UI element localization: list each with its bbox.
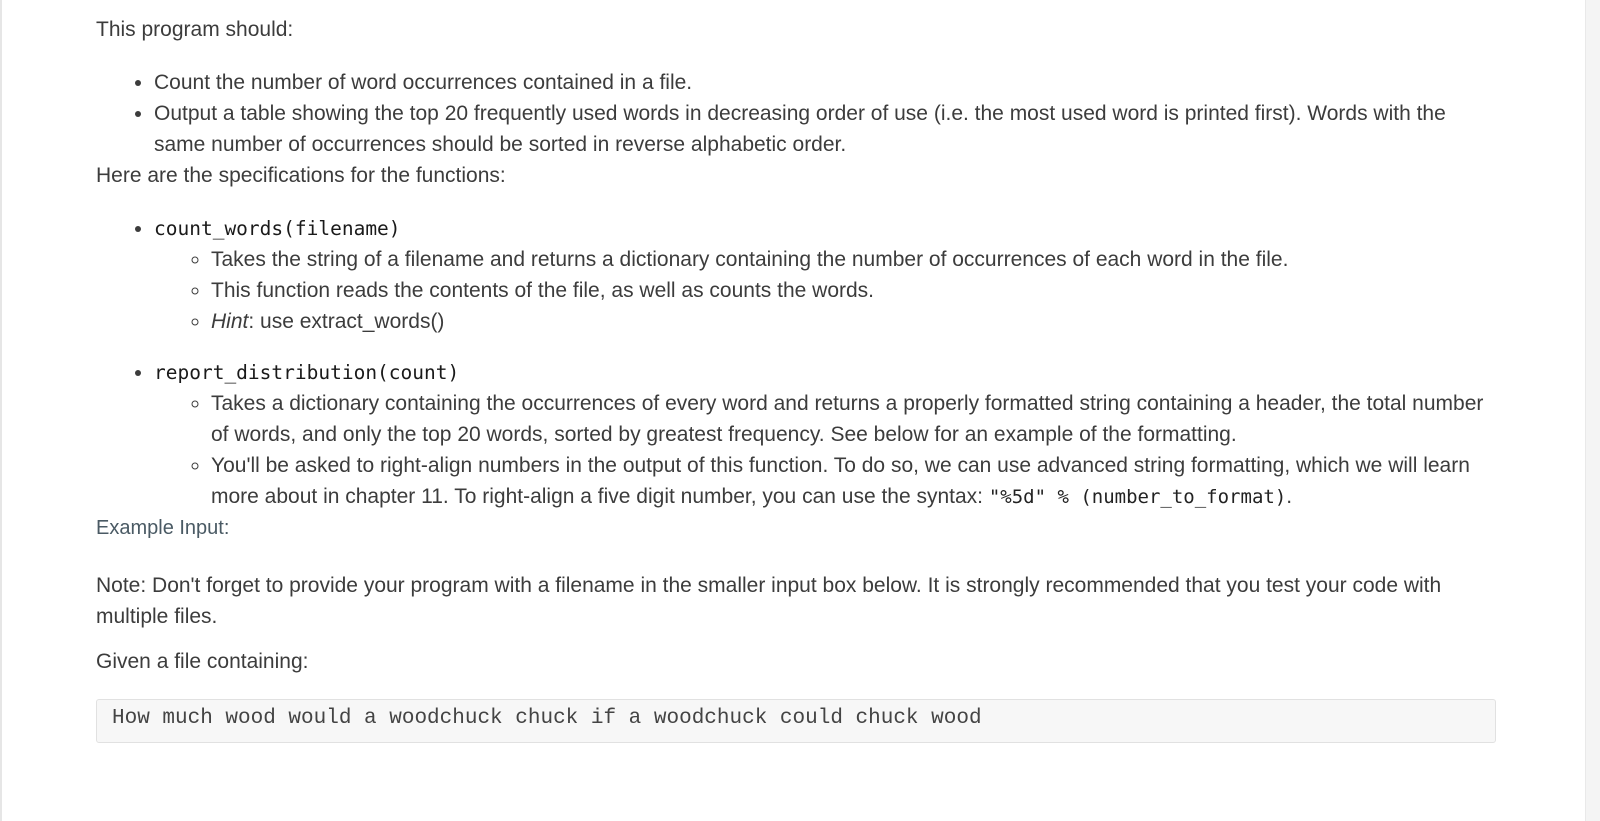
spec-intro-text: Here are the specifications for the functions: [96,164,506,187]
problem-description [96,14,1496,743]
function-item-count-words [154,213,1496,337]
hint-label: Hint [211,310,249,333]
hint-text: : use extract_words() [248,310,445,333]
list-item: ◦ Takes the string of a filename and returns a dictionary containing the number of occurrences of each word in the file. [211,244,1496,275]
function-signature: report_distribution(count) [154,361,460,384]
requirements-list [96,67,1496,160]
function-details [154,388,1496,513]
function-signature: count_words(filename) [154,217,401,240]
example-input-heading: Example Input: [96,517,230,539]
list-item [211,450,1496,513]
format-code: "%5d" % (number_to_format) [988,486,1287,508]
format-end: . [1286,485,1293,508]
list-item: • Count the number of word occurrences contained in a file. [154,67,1496,98]
left-border [0,0,2,821]
format-text: You'll be asked to right-align numbers in the output of this function. To do so, we can use advanced string formatting, which we will learn more about in chapter 11. To right-align a five digit number, you can use the syntax: [211,454,1470,508]
scrollbar[interactable] [1585,0,1600,821]
functions-list [96,213,1496,513]
list-item [211,306,1496,337]
example-code-block: How much wood would a woodchuck chuck if a woodchuck could chuck wood [96,699,1496,743]
list-item: ◦ Takes a dictionary containing the occurrences of every word and returns a properly formatted string containing a header, the total number of words, and only the top 20 words, sorted by greatest frequency. See below for an example of the formatting. [211,388,1496,450]
list-item: ◦ This function reads the contents of the file, as well as counts the words. [211,275,1496,306]
intro-text: This program should: [96,18,294,41]
function-details [154,244,1496,337]
note-text: Note: Don't forget to provide your program with a filename in the smaller input box below. It is strongly recommended that you test your code with multiple files. [96,574,1442,628]
list-item: • Output a table showing the top 20 frequently used words in decreasing order of use (i.e. the most used word is printed first). Words with the same number of occurrences should be sorted in reverse alphabetic order. [154,98,1496,160]
given-text: Given a file containing: [96,650,309,673]
function-item-report-distribution [154,357,1496,513]
